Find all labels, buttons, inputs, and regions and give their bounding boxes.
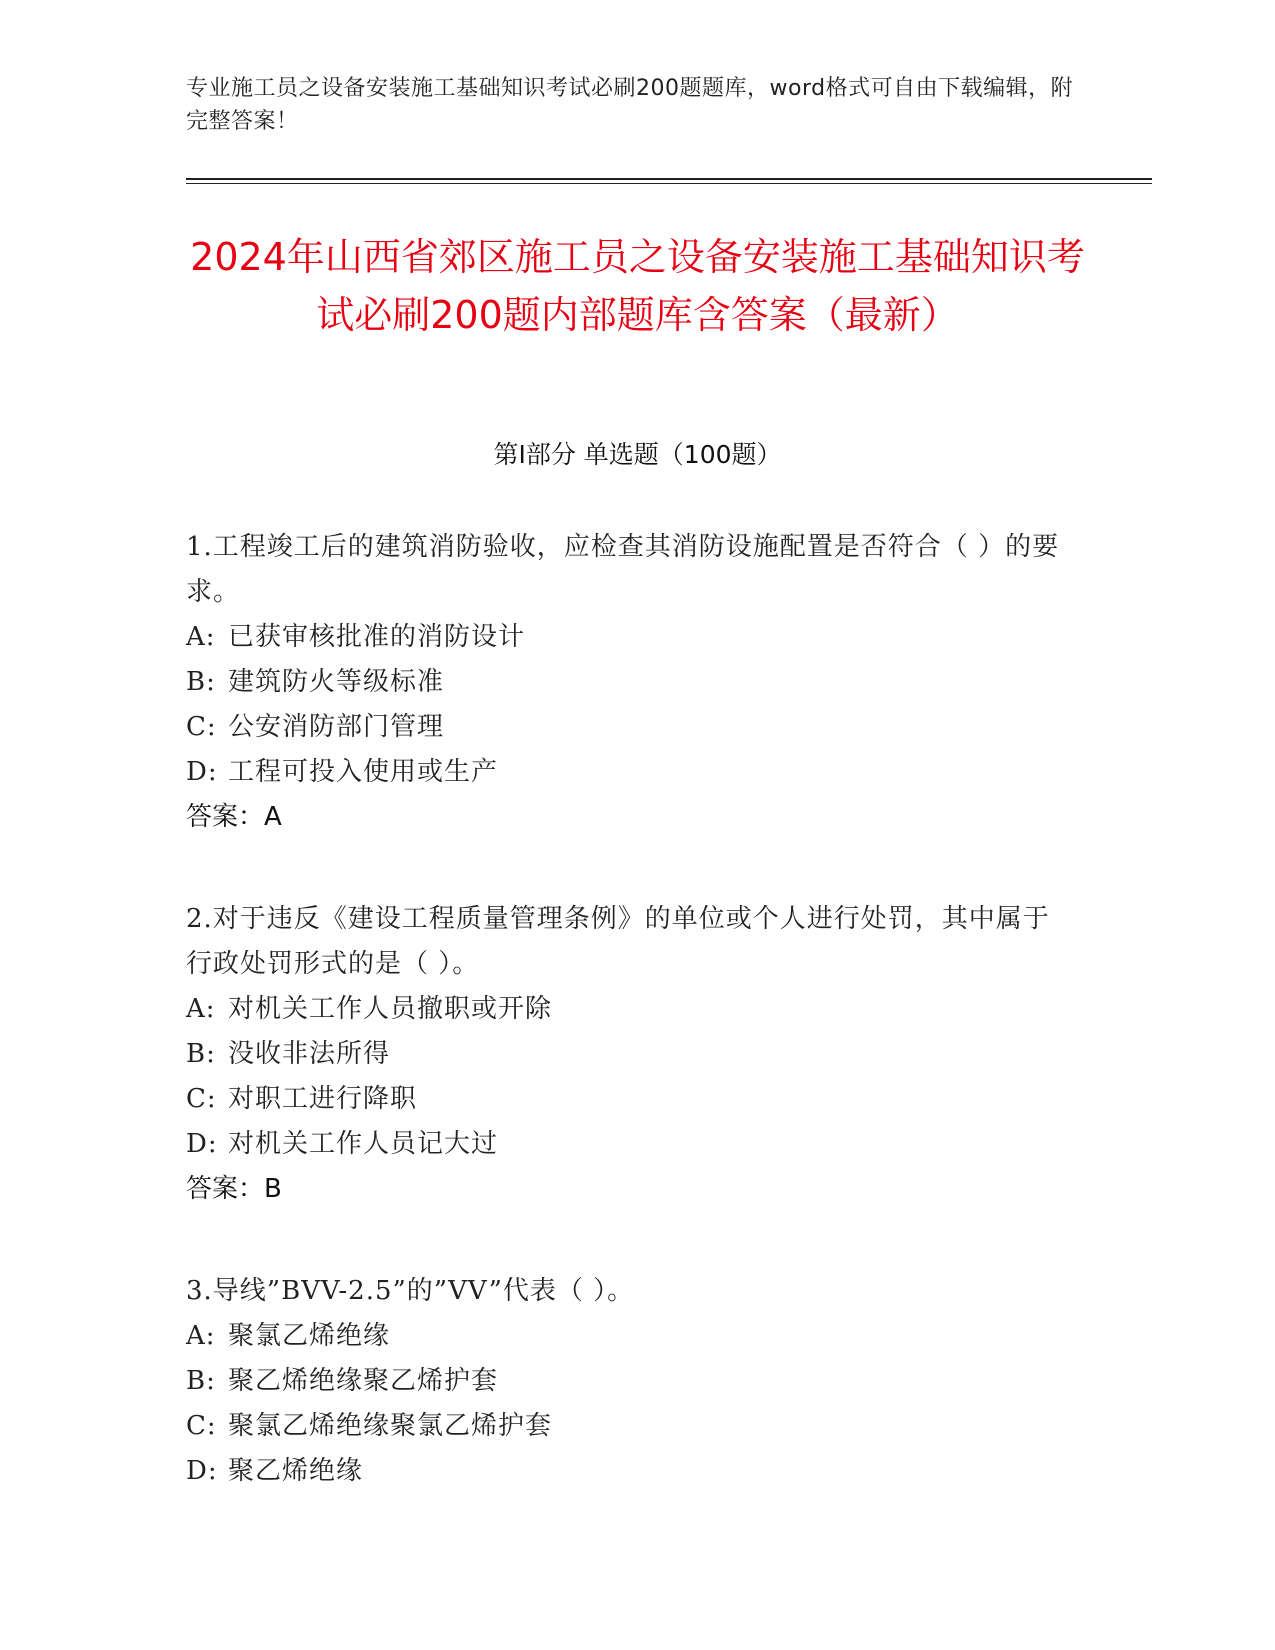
question-2 bbox=[186, 897, 1076, 1212]
option-text: 聚乙烯绝缘 bbox=[228, 1456, 364, 1486]
option-c bbox=[186, 705, 1076, 750]
option-text: 工程可投入使用或生产 bbox=[228, 757, 499, 787]
answer-line: 答案：B bbox=[186, 1174, 282, 1204]
header-rule-thick bbox=[186, 178, 1152, 180]
option-key: C: bbox=[186, 1084, 217, 1114]
option-text: 聚氯乙烯绝缘 bbox=[228, 1321, 391, 1351]
option-b bbox=[186, 1032, 1076, 1077]
answer-line: 答案：A bbox=[186, 802, 282, 832]
option-key: D: bbox=[186, 1129, 218, 1159]
option-text: 已获审核批准的消防设计 bbox=[228, 622, 526, 652]
option-key: B: bbox=[186, 1366, 216, 1396]
option-text: 没收非法所得 bbox=[228, 1039, 391, 1069]
option-c bbox=[186, 1404, 1076, 1449]
option-key: D: bbox=[186, 757, 218, 787]
option-d bbox=[186, 750, 1076, 795]
option-a bbox=[186, 1314, 1076, 1359]
question-stem: 3.导线”BVV-2.5”的”VV”代表（ ）。 bbox=[186, 1276, 635, 1306]
option-a bbox=[186, 615, 1076, 660]
option-text: 建筑防火等级标准 bbox=[228, 667, 445, 697]
option-b bbox=[186, 1359, 1076, 1404]
option-text: 对机关工作人员撤职或开除 bbox=[228, 994, 553, 1024]
question-3 bbox=[186, 1269, 1076, 1494]
question-list bbox=[186, 525, 1076, 1551]
header-rule-thin bbox=[186, 183, 1152, 184]
option-key: A: bbox=[186, 622, 216, 652]
question-stem: 1.工程竣工后的建筑消防验收，应检查其消防设施配置是否符合（ ）的要求。 bbox=[186, 532, 1060, 607]
option-text: 聚氯乙烯绝缘聚氯乙烯护套 bbox=[228, 1411, 553, 1441]
option-key: D: bbox=[186, 1456, 218, 1486]
option-key: A: bbox=[186, 1321, 216, 1351]
section-heading: 第I部分 单选题（100题） bbox=[493, 440, 782, 469]
option-key: C: bbox=[186, 1411, 217, 1441]
option-key: B: bbox=[186, 667, 216, 697]
option-key: C: bbox=[186, 712, 217, 742]
option-d bbox=[186, 1122, 1076, 1167]
option-text: 公安消防部门管理 bbox=[228, 712, 445, 742]
header-note: 专业施工员之设备安装施工基础知识考试必刷200题题库，word格式可自由下载编辑，附完整答案！ bbox=[186, 76, 1074, 134]
option-text: 对职工进行降职 bbox=[228, 1084, 418, 1114]
option-a bbox=[186, 987, 1076, 1032]
option-b bbox=[186, 660, 1076, 705]
document-title: 2024年山西省郊区施工员之设备安装施工基础知识考试必刷200题内部题库含答案（最新） bbox=[190, 235, 1085, 337]
option-text: 对机关工作人员记大过 bbox=[228, 1129, 499, 1159]
option-key: B: bbox=[186, 1039, 216, 1069]
option-key: A: bbox=[186, 994, 216, 1024]
option-text: 聚乙烯绝缘聚乙烯护套 bbox=[228, 1366, 499, 1396]
question-1 bbox=[186, 525, 1076, 840]
option-c bbox=[186, 1077, 1076, 1122]
question-stem: 2.对于违反《建设工程质量管理条例》的单位或个人进行处罚，其中属于行政处罚形式的是（ ）。 bbox=[186, 904, 1050, 979]
option-d bbox=[186, 1449, 1076, 1494]
